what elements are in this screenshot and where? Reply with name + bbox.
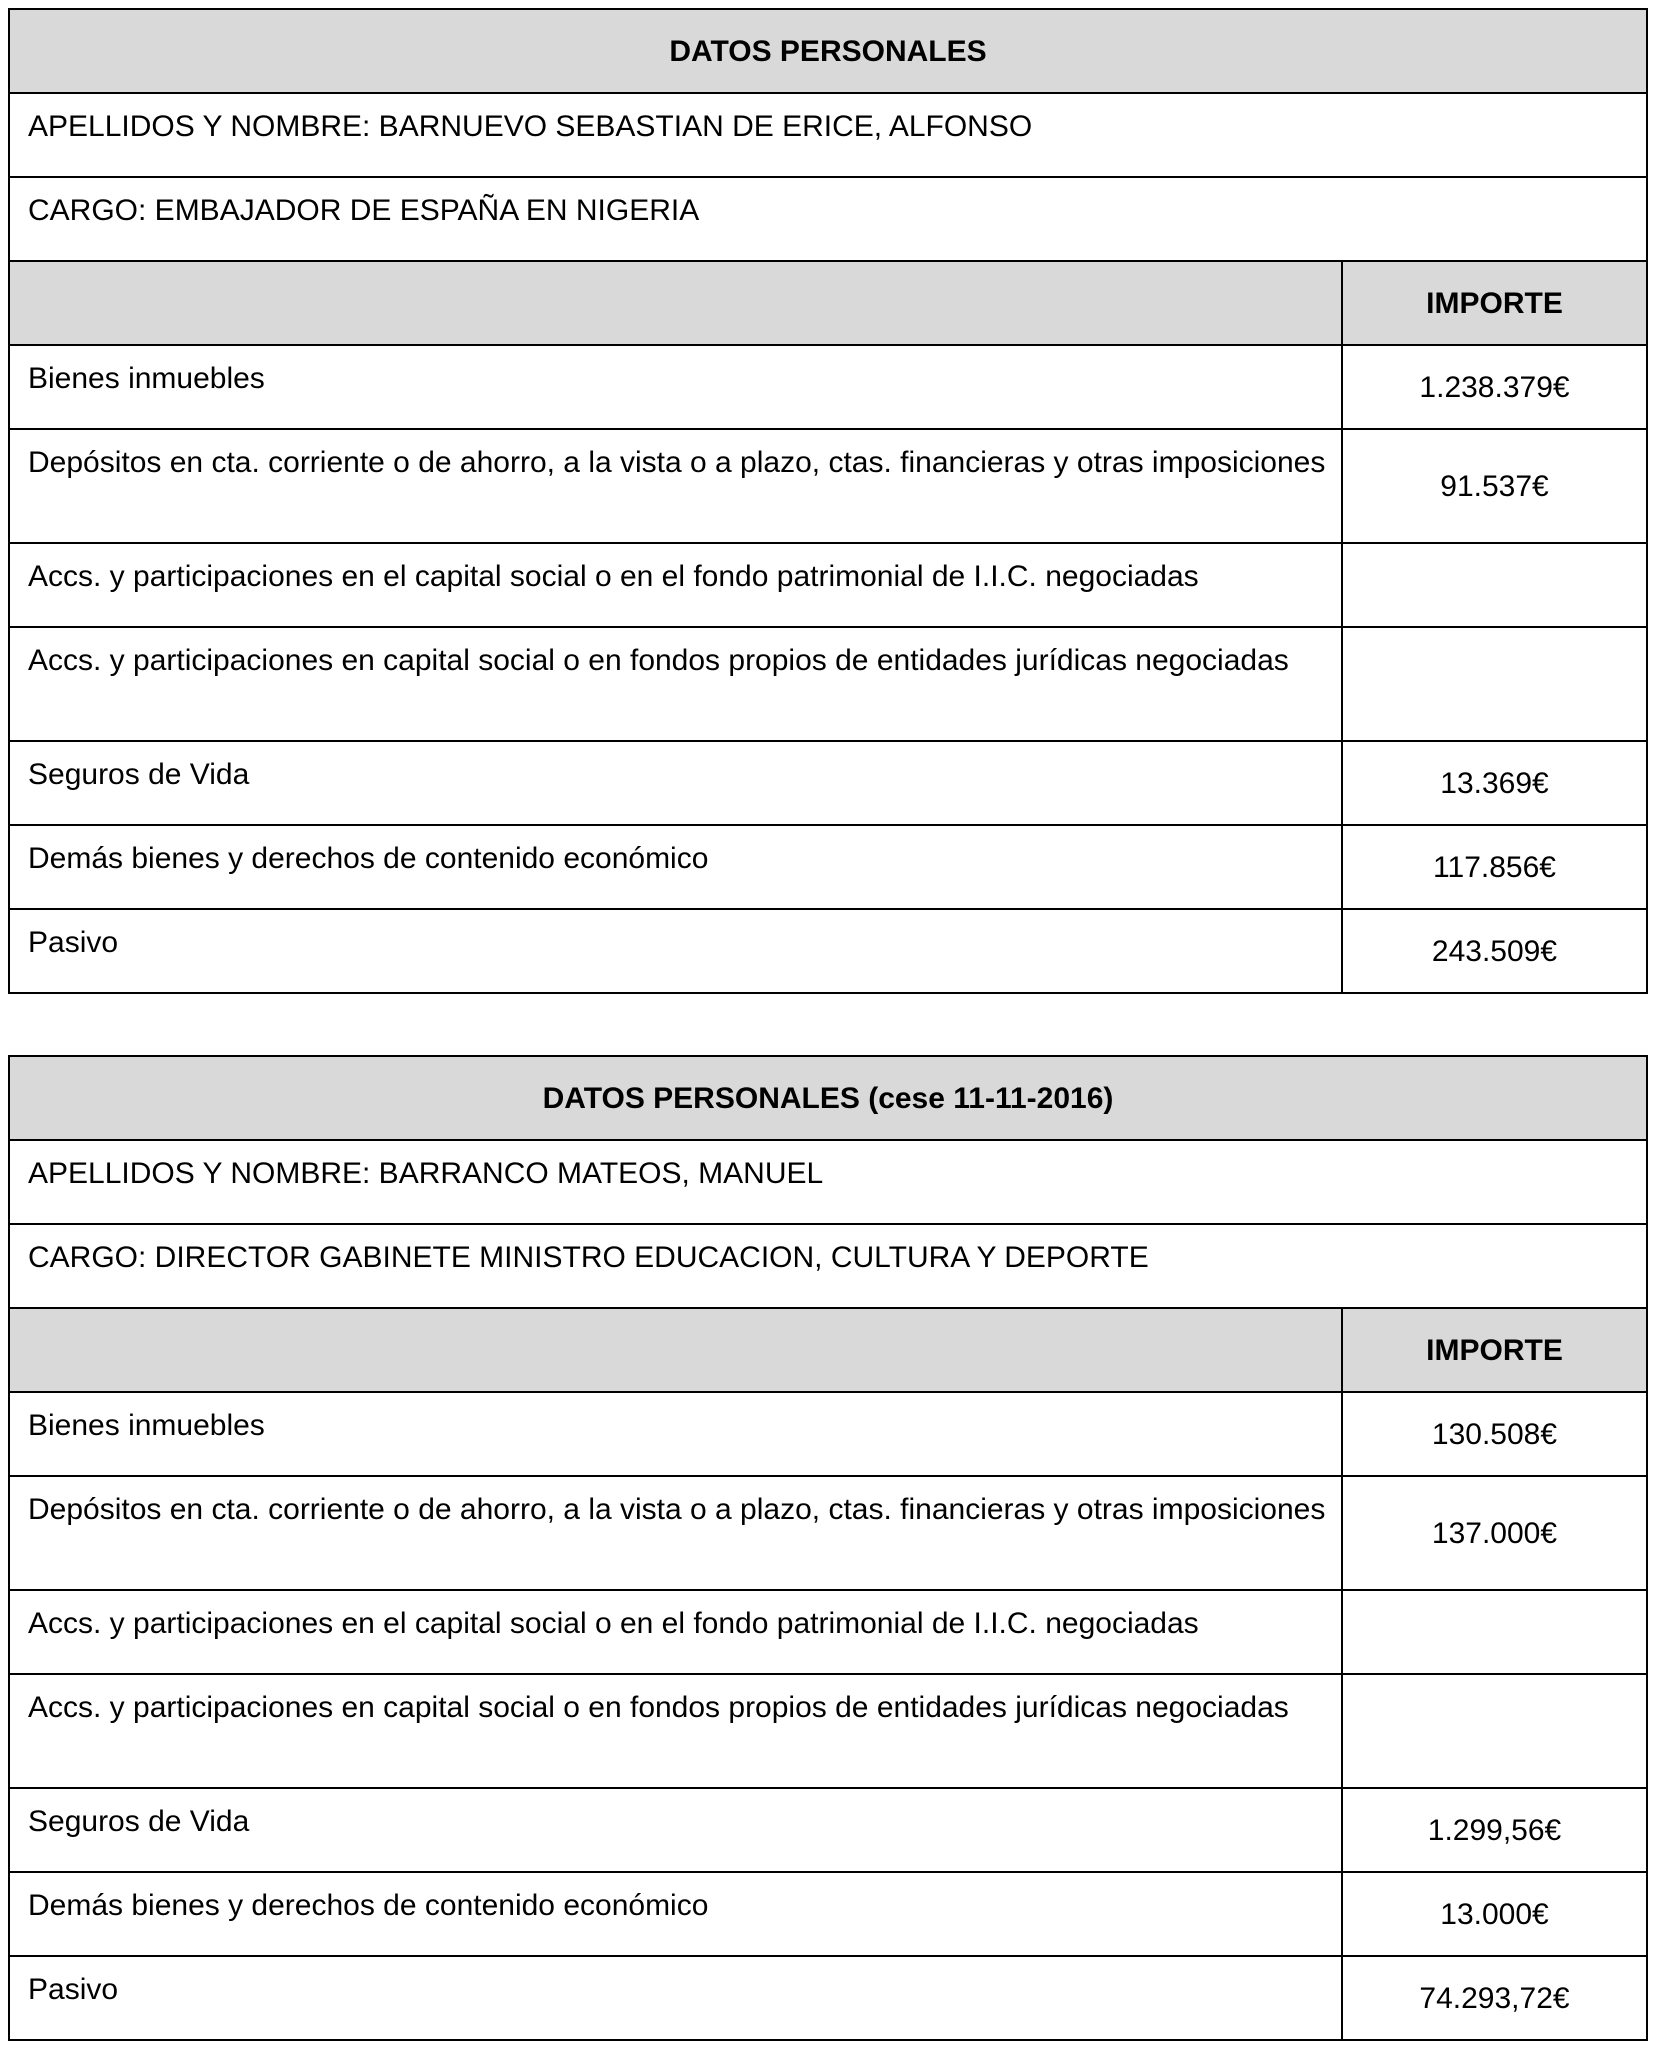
amount-cell xyxy=(1342,627,1647,741)
table-row xyxy=(9,429,1647,543)
table-row xyxy=(9,345,1647,429)
declaration-table-2 xyxy=(8,1055,1648,2041)
amount-cell: 13.369€ xyxy=(1342,741,1647,825)
amount-cell xyxy=(1342,543,1647,627)
concept-cell: Seguros de Vida xyxy=(9,1788,1342,1872)
name-line: APELLIDOS Y NOMBRE: BARNUEVO SEBASTIAN DE ERICE, ALFONSO xyxy=(9,93,1647,177)
concept-cell: Bienes inmuebles xyxy=(9,1392,1342,1476)
table-row xyxy=(9,1392,1647,1476)
amount-header: IMPORTE xyxy=(1342,1308,1647,1392)
table-row xyxy=(9,741,1647,825)
concept-header-cell xyxy=(9,1308,1342,1392)
table-row xyxy=(9,543,1647,627)
amount-cell xyxy=(1342,1674,1647,1788)
concept-cell: Accs. y participaciones en el capital social o en el fondo patrimonial de I.I.C. negociadas xyxy=(9,543,1342,627)
amount-cell: 130.508€ xyxy=(1342,1392,1647,1476)
concept-cell: Accs. y participaciones en capital social o en fondos propios de entidades jurídicas negociadas xyxy=(9,627,1342,741)
amount-cell: 13.000€ xyxy=(1342,1872,1647,1956)
concept-cell: Demás bienes y derechos de contenido económico xyxy=(9,1872,1342,1956)
amount-cell: 1.238.379€ xyxy=(1342,345,1647,429)
section-title: DATOS PERSONALES (cese 11-11-2016) xyxy=(9,1056,1647,1140)
concept-cell: Accs. y participaciones en el capital social o en el fondo patrimonial de I.I.C. negociadas xyxy=(9,1590,1342,1674)
amount-cell: 243.509€ xyxy=(1342,909,1647,993)
section-title: DATOS PERSONALES xyxy=(9,9,1647,93)
concept-header-cell xyxy=(9,261,1342,345)
table-row xyxy=(9,627,1647,741)
name-line: APELLIDOS Y NOMBRE: BARRANCO MATEOS, MANUEL xyxy=(9,1140,1647,1224)
table-row xyxy=(9,1476,1647,1590)
table-row xyxy=(9,1788,1647,1872)
table-row xyxy=(9,1590,1647,1674)
concept-cell: Pasivo xyxy=(9,1956,1342,2040)
table-row xyxy=(9,909,1647,993)
table-row xyxy=(9,1674,1647,1788)
concept-cell: Bienes inmuebles xyxy=(9,345,1342,429)
amount-header: IMPORTE xyxy=(1342,261,1647,345)
concept-cell: Depósitos en cta. corriente o de ahorro, a la vista o a plazo, ctas. financieras y otras imposiciones xyxy=(9,429,1342,543)
concept-cell: Accs. y participaciones en capital social o en fondos propios de entidades jurídicas negociadas xyxy=(9,1674,1342,1788)
table-row xyxy=(9,1956,1647,2040)
amount-cell: 137.000€ xyxy=(1342,1476,1647,1590)
concept-cell: Pasivo xyxy=(9,909,1342,993)
concept-cell: Seguros de Vida xyxy=(9,741,1342,825)
amount-cell xyxy=(1342,1590,1647,1674)
amount-cell: 1.299,56€ xyxy=(1342,1788,1647,1872)
table-row xyxy=(9,825,1647,909)
amount-cell: 117.856€ xyxy=(1342,825,1647,909)
table-row xyxy=(9,1872,1647,1956)
position-line: CARGO: DIRECTOR GABINETE MINISTRO EDUCACION, CULTURA Y DEPORTE xyxy=(9,1224,1647,1308)
amount-cell: 91.537€ xyxy=(1342,429,1647,543)
concept-cell: Depósitos en cta. corriente o de ahorro, a la vista o a plazo, ctas. financieras y otras imposiciones xyxy=(9,1476,1342,1590)
concept-cell: Demás bienes y derechos de contenido económico xyxy=(9,825,1342,909)
position-line: CARGO: EMBAJADOR DE ESPAÑA EN NIGERIA xyxy=(9,177,1647,261)
amount-cell: 74.293,72€ xyxy=(1342,1956,1647,2040)
declaration-table-1 xyxy=(8,8,1648,994)
